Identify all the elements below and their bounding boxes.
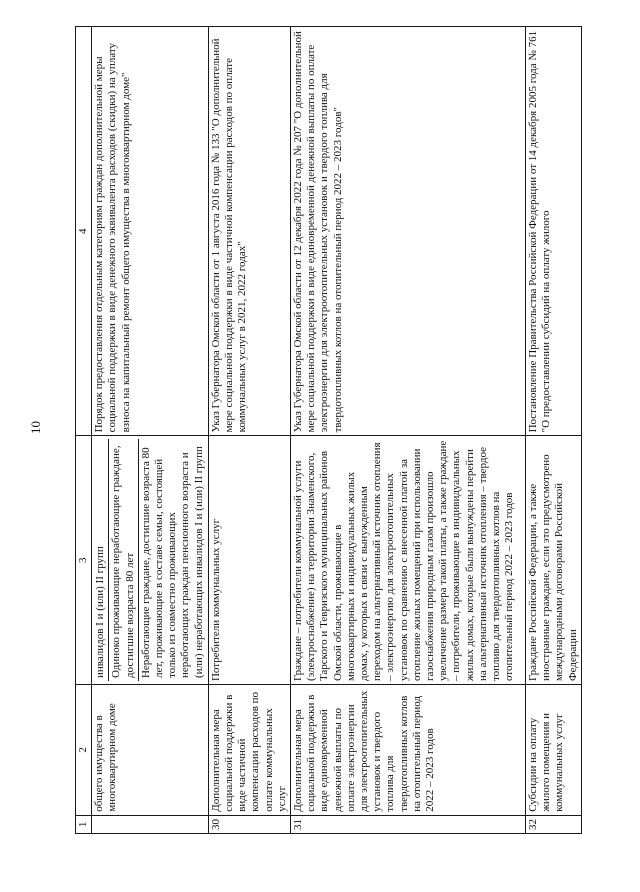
benefits-table bbox=[75, 26, 582, 834]
table-header-row bbox=[76, 27, 92, 834]
recipients-cell: Потребители коммунальных услуг bbox=[208, 436, 290, 685]
recipients-cell: Граждане Российской Федерации, а также иностранные граждане, если это предусмотрено международными договорами Российской Федерации bbox=[526, 436, 582, 685]
measure-cell: общего имущества в многоквартирном доме bbox=[92, 685, 209, 816]
recipient-entry: Неработающие граждане, достигшие возраста 80 лет, проживающие в составе семьи, состоящей только из совместно проживающих неработающих граждан пенсионного возраста и (или) неработающих инвалидов I и (или) II групп bbox=[138, 439, 207, 681]
measure-cell: Дополнительная мера социальной поддержки в виде единовременной денежной выплаты по оплате электроэнергии для электроотопительных установок и твердого топлива для твердотопливных котлов на отопительный период 2022 – 2023 годов bbox=[291, 685, 526, 816]
recipients-cell bbox=[92, 436, 209, 685]
table-row bbox=[526, 27, 582, 834]
page-number: 10 bbox=[28, 421, 43, 434]
measure-cell: Дополнительная мера социальной поддержки в виде частичной компенсации расходов по оплате коммунальных услуг bbox=[208, 685, 290, 816]
table-row bbox=[208, 27, 290, 834]
row-number: 32 bbox=[526, 815, 582, 833]
header-col-1: 1 bbox=[76, 815, 92, 833]
legal-basis-cell: Указ Губернатора Омской области от 1 августа 2016 года № 133 "О дополнительной мере социальной поддержки в виде частичной компенсации расходов по оплате коммунальных услуг в 2021, 2022 годах" bbox=[208, 27, 290, 436]
table-row bbox=[291, 27, 526, 834]
measure-cell: Субсидии на оплату жилого помещения и коммунальных услуг bbox=[526, 685, 582, 816]
rotated-landscape-page bbox=[75, 26, 610, 834]
row-number: 31 bbox=[291, 815, 526, 833]
recipient-entry: инвалидов I и (или) II групп bbox=[94, 546, 107, 679]
header-col-3: 3 bbox=[76, 436, 92, 685]
row-number: 30 bbox=[208, 815, 290, 833]
table-row bbox=[92, 27, 209, 834]
recipients-cell: Граждане – потребители коммунальной услуги (электроснабжение) на территории Знаменского, Тарского и Тевризского муниципальных районов Омской области, проживающие в многоквартирных и индивидуальных жилых домах, у которых в связи с вынужденным переходом на альтернативный источник отопления – электроэнергию для электроотопительных установок по сравнению с внесенной платой за отопление жилых помещений при использовании газоснабжения природным газом произошло увеличение размера такой платы, а также граждане – потребители, проживающие в индивидуальных жилых домах, которые были вынуждены перейти на альтернативный источник отопления – твердое топливо для твердотопливных котлов на отопительный период 2022 – 2023 годов bbox=[291, 436, 526, 685]
row-number bbox=[92, 815, 209, 833]
header-col-2: 2 bbox=[76, 685, 92, 816]
legal-basis-cell: Указ Губернатора Омской области от 12 декабря 2022 года № 207 "О дополнительной мере социальной поддержки в виде единовременной денежной выплаты по оплате электроэнергии для электроотопительных установок и твердого топлива для твердотопливных котлов на отопительный период 2022 – 2023 годов" bbox=[291, 27, 526, 436]
legal-basis-cell: Постановление Правительства Российской Федерации от 14 декабря 2005 года № 761 "О предоставлении субсидий на оплату жилого bbox=[526, 27, 582, 436]
legal-basis-cell: Порядок предоставления отдельным категориям граждан дополнительной меры социальной поддержки в виде денежного эквивалента расходов (скидки) на уплату взноса на капитальный ремонт общего имущества в многоквартирном доме" bbox=[92, 27, 209, 436]
recipient-entry: Одиноко проживающие неработающие граждане, достигшие возраста 80 лет bbox=[108, 439, 137, 681]
header-col-4: 4 bbox=[76, 27, 92, 436]
